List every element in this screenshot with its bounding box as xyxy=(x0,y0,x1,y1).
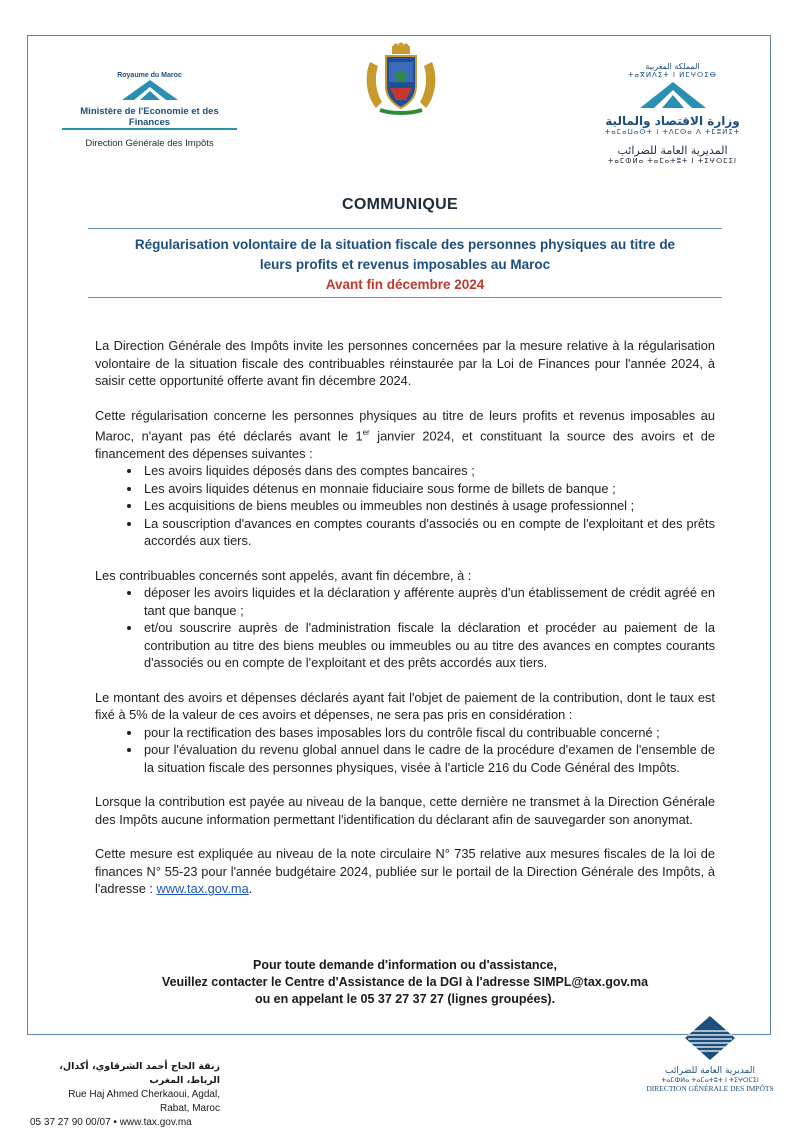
ministry-logo-left xyxy=(62,72,237,162)
footer-dgi-logo xyxy=(640,1015,780,1115)
bullet-list xyxy=(95,584,715,672)
footer-logo-tifinagh: ⵜⴰⵎⵀⵍⴰ ⵜⴰⵎⴰⵜⵓⵜ ⵏ ⵜⵉⵖⵔⵎⵉⵏ xyxy=(661,1076,759,1084)
bullet-list xyxy=(95,724,715,777)
list-item: • Les acquisitions de biens meubles ou immeubles non destinés à usage professionnel ; xyxy=(142,497,715,515)
paragraph: Le montant des avoirs et dépenses déclarés ayant fait l'objet de paiement de la contribution, dont le taux est fixé à 5% de la valeur de ces avoirs et dépenses, ne sera pas pris en considération : xyxy=(95,689,715,723)
paragraph: La Direction Générale des Impôts invite les personnes concernées par la mesure relative à la régularisation volontaire de la situation fiscale des contribuables réinstaurée par la Loi de Finances pour l'année 2024, à saisir cette opportunité offerte avant fin décembre 2024. xyxy=(95,338,715,388)
list-item: • La souscription d'avances en comptes courants d'associés ou en compte de l'exploitant et des prêts accordés aux tiers. xyxy=(142,515,715,550)
subtitle-line: Régularisation volontaire de la situation fiscale des personnes physiques au titre de xyxy=(134,237,676,252)
communique-body xyxy=(95,337,715,915)
ministry-label-tifinagh: ⵜⴰⵎⴰⵡⴰⵙⵜ ⵏ ⵜⴷⵎⵙⴰ ⴷ ⵜⵎⵓⵍⵉⵜ xyxy=(604,128,741,136)
address-line: Rabat, Maroc xyxy=(159,1103,220,1114)
address-line: Rue Haj Ahmed Cherkaoui, Agdal, xyxy=(68,1089,220,1100)
dgi-diamond-logo-icon xyxy=(683,1015,737,1061)
directorate-label-ar: المديرية العامة للضرائب xyxy=(617,144,728,157)
kingdom-label-ar: المملكة المغربية xyxy=(645,62,700,71)
royal-crest-icon xyxy=(362,42,440,116)
deadline-label: Avant fin décembre 2024 xyxy=(325,277,485,292)
directorate-label-tifinagh: ⵜⴰⵎⵀⵍⴰ ⵜⴰⵎⴰⵜⵓⵜ ⵏ ⵜⵉⵖⵔⵎⵉⵏ xyxy=(607,157,737,165)
paragraph-with-list xyxy=(95,407,715,550)
paragraph: Cette régularisation concerne les personnes physiques au titre de leurs profits et revenus imposables au Maroc, n'ayant pas été déclarés avant le 1er janvier 2024, et constituant la source des avoirs et de financement des dépenses suivantes : xyxy=(95,407,715,461)
ministry-label-ar: وزارة الاقتصاد والمالية xyxy=(605,114,740,128)
triangle-logo-icon xyxy=(120,79,180,101)
bullet-list xyxy=(95,462,715,550)
kingdom-label-tifinagh: ⵜⴰⴳⵍⴷⵉⵜ ⵏ ⵍⵎⵖⵔⵉⴱ xyxy=(628,71,717,79)
list-item: • et/ou souscrire auprès de l'administration fiscale la déclaration et procéder au paiement de la contribution au titre des biens meubles ou immeubles ou au titre des avances en comptes courants d'associés ou en compte de l'exploitant et des prêts accordés aux tiers. xyxy=(142,619,715,672)
paragraph-with-list xyxy=(95,689,715,777)
tax-portal-link[interactable]: www.tax.gov.ma xyxy=(156,881,249,897)
footer-address xyxy=(30,1060,220,1130)
list-item: • Les avoirs liquides détenus en monnaie fiduciaire sous forme de billets de banque ; xyxy=(142,480,715,498)
list-item: • pour l'évaluation du revenu global annuel dans le cadre de la procédure d'examen de l'ensemble de la situation fiscale des personnes physiques, visée à l'article 216 du Code Général des Impôts. xyxy=(142,741,715,776)
list-item: • pour la rectification des bases imposables lors du contrôle fiscal du contribuable concerné ; xyxy=(142,724,715,742)
list-item: • déposer les avoirs liquides et la déclaration y afférente auprès d'un établissement de crédit agréé en tant que banque ; xyxy=(142,584,715,619)
paragraph: Cette mesure est expliquée au niveau de la note circulaire N° 735 relative aux mesures fiscales de la loi de finances N° 55-23 pour l'année budgétaire 2024, publiée sur le portail de la Direction Générale des Impôts, à l'adresse : www.tax.gov.ma. xyxy=(95,846,715,897)
ministry-logo-right xyxy=(600,62,745,187)
subtitle-line: leurs profits et revenus imposables au Maroc xyxy=(259,257,551,272)
ministry-label: Ministère de l'Economie et des Finances xyxy=(62,106,237,130)
directorate-label: Direction Générale des Impôts xyxy=(85,138,214,149)
subtitle-block xyxy=(88,235,722,295)
address-ar: زنقة الحاج أحمد الشرقاوي، أكدال، الرباط، المغرب xyxy=(59,1061,220,1086)
paragraph: Lorsque la contribution est payée au niveau de la banque, cette dernière ne transmet à la Direction Générale des Impôts aucune information permettant l'identification du déclarant afin de sauvegarder son anonymat. xyxy=(95,794,715,827)
kingdom-label: Royaume du Maroc xyxy=(117,72,182,79)
page-title: COMMUNIQUE xyxy=(342,196,458,213)
list-item: • Les avoirs liquides déposés dans des comptes bancaires ; xyxy=(142,462,715,480)
contact-line: ou en appelant le 05 37 27 37 27 (lignes groupées). xyxy=(254,992,556,1006)
phone-web: 05 37 27 90 00/07 • www.tax.gov.ma xyxy=(30,1117,192,1128)
footer-logo-ar: المديرية العامة للضرائب xyxy=(665,1066,755,1076)
contact-line: Veuillez contacter le Centre d'Assistance de la DGI à l'adresse SIMPL@tax.gov.ma xyxy=(161,975,649,989)
footer-logo-fr: DIRECTION GÉNÉRALE DES IMPÔTS xyxy=(646,1084,774,1093)
paragraph-with-list xyxy=(95,567,715,672)
paragraph: Les contribuables concernés sont appelés, avant fin décembre, à : xyxy=(95,567,472,583)
triangle-logo-icon xyxy=(638,81,708,109)
contact-line: Pour toute demande d'information ou d'assistance, xyxy=(253,958,557,972)
contact-block xyxy=(95,957,715,1008)
